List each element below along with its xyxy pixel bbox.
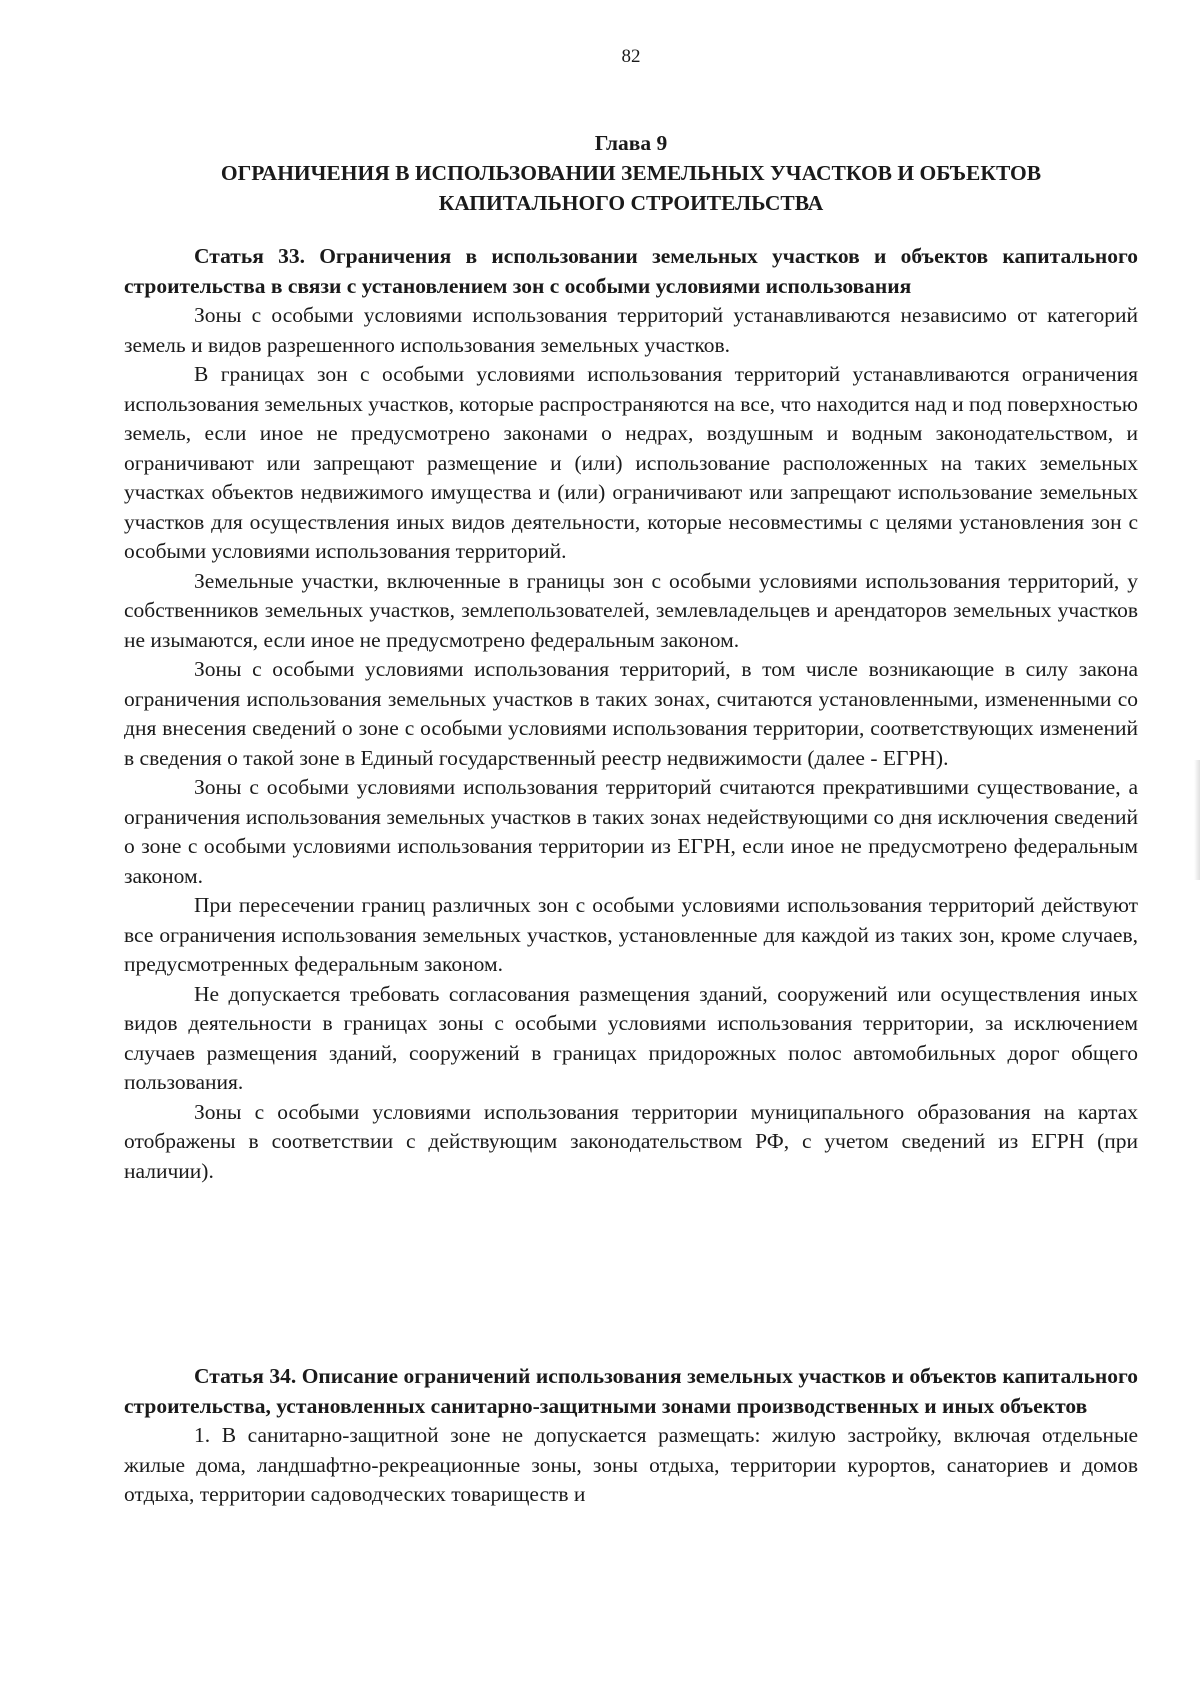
paragraph: Зоны с особыми условиями использования территорий, в том числе возникающие в силу закона ограничения использования земельных участков в таких зонах, считаются установленными, измененными со дня внесения сведений о зоне с особыми условиями использования территории, соответствующих изменений в сведения о такой зоне в Единый государственный реестр недвижимости (далее - ЕГРН). (124, 657, 1138, 770)
chapter-title-line-2: КАПИТАЛЬНОГО СТРОИТЕЛЬСТВА (438, 191, 824, 215)
paragraph: При пересечении границ различных зон с особыми условиями использования территорий действуют все ограничения использования земельных участков, установленные для каждой из таких зон, кроме случаев, предусмотренных федеральным законом. (124, 893, 1138, 976)
scan-edge-shadow (1194, 760, 1200, 880)
paragraph: В границах зон с особыми условиями использования территорий устанавливаются ограничения использования земельных участков, которые распространяются на все, что находится над и под поверхностью земель, если иное не предусмотрено законами о недрах, воздушным и водным законодательством, и ограничивают или запрещают размещение и (или) использование расположенных на таких земельных участках объектов недвижимого имущества и (или) ограничивают или запрещают использование земельных участков для осуществления иных видов деятельности, которые несовместимы с целями установления зон с особыми условиями использования территорий. (124, 362, 1138, 563)
paragraph: Земельные участки, включенные в границы зон с особыми условиями использования территорий, у собственников земельных участков, землепользователей, землевладельцев и арендаторов земельных участков не изымаются, если иное не предусмотрено федеральным законом. (124, 568, 1138, 652)
article-heading: Статья 33. Ограничения в использовании земельных участков и объектов капитального строительства в связи с установлением зон с особыми условиями использования (124, 244, 1138, 298)
chapter-title-line-1: ОГРАНИЧЕНИЯ В ИСПОЛЬЗОВАНИИ ЗЕМЕЛЬНЫХ УЧАСТКОВ И ОБЪЕКТОВ (220, 161, 1042, 185)
article-heading: Статья 34. Описание ограничений использования земельных участков и объектов капитального строительства, установленных санитарно-защитными зонами производственных и иных объектов (124, 1364, 1138, 1418)
article-33 (124, 242, 1138, 1186)
chapter-number: Глава 9 (594, 131, 668, 155)
paragraph: 1. В санитарно-защитной зоне не допускается размещать: жилую застройку, включая отдельные жилые дома, ландшафтно-рекреационные зоны, зоны отдыха, территории курортов, санаториев и домов отдыха, территории садоводческих товариществ и (124, 1423, 1138, 1506)
page-number: 82 (621, 46, 641, 67)
paragraph: Не допускается требовать согласования размещения зданий, сооружений или осуществления иных видов деятельности в границах зоны с особыми условиями использования территории, за исключением случаев размещения зданий, сооружений в границах придорожных полос автомобильных дорог общего пользования. (124, 981, 1138, 1094)
paragraph: Зоны с особыми условиями использования территорий устанавливаются независимо от категорий земель и видов разрешенного использования земельных участков. (124, 303, 1138, 357)
paragraph: Зоны с особыми условиями использования территорий считаются прекратившими существование, а ограничения использования земельных участков в таких зонах недействующими со дня исключения сведений о зоне с особыми условиями использования территории из ЕГРН, если иное не предусмотрено федеральным законом. (124, 775, 1138, 888)
article-34 (124, 1362, 1138, 1510)
chapter-header (124, 128, 1138, 218)
paragraph: Зоны с особыми условиями использования территории муниципального образования на картах отображены в соответствии с действующим законодательством РФ, с учетом сведений из ЕГРН (при наличии). (124, 1099, 1138, 1183)
